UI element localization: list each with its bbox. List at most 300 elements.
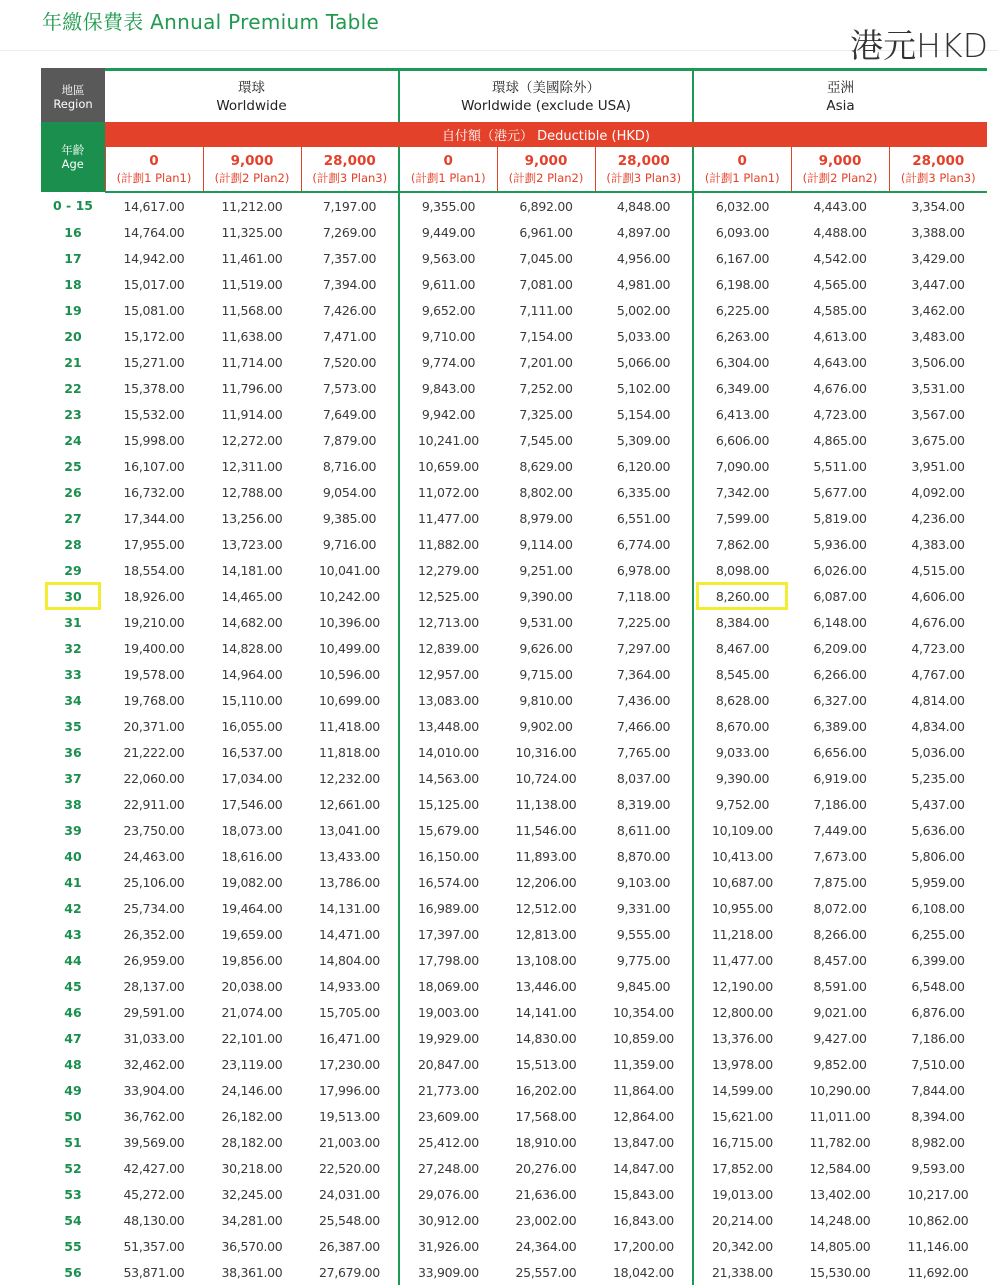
premium-cell: 7,879.00 bbox=[301, 427, 399, 453]
premium-cell: 19,013.00 bbox=[712, 1186, 773, 1202]
premium-cell: 5,036.00 bbox=[911, 744, 965, 760]
premium-cell: 19,400.00 bbox=[123, 640, 185, 656]
premium-cell: 19,578.00 bbox=[123, 666, 185, 682]
premium-cell: 4,542.00 bbox=[813, 250, 867, 266]
premium-cell: 6,032.00 bbox=[715, 198, 770, 214]
premium-cell: 8,394.00 bbox=[911, 1108, 965, 1124]
premium-cell: 30,218.00 bbox=[221, 1160, 283, 1176]
table-row bbox=[41, 271, 987, 297]
premium-cell: 10,041.00 bbox=[301, 557, 399, 583]
premium-cell: 25,557.00 bbox=[515, 1264, 577, 1280]
premium-cell: 7,045.00 bbox=[519, 250, 573, 266]
premium-cell: 7,269.00 bbox=[301, 219, 399, 245]
deductible-header: 自付額（港元） Deductible (HKD) bbox=[105, 122, 987, 147]
premium-cell: 7,599.00 bbox=[715, 510, 770, 526]
page-title: 年繳保費表 Annual Premium Table bbox=[42, 10, 380, 34]
plan-label: (計劃2 Plan2) bbox=[508, 170, 584, 185]
premium-cell: 17,798.00 bbox=[418, 952, 479, 968]
premium-cell: 17,546.00 bbox=[221, 796, 283, 812]
premium-cell: 19,768.00 bbox=[123, 692, 185, 708]
premium-cell: 9,775.00 bbox=[595, 947, 693, 973]
premium-cell: 4,565.00 bbox=[813, 276, 867, 292]
premium-cell: 24,146.00 bbox=[221, 1082, 283, 1098]
deductible-amount: 9,000 bbox=[818, 152, 862, 169]
premium-cell: 14,805.00 bbox=[809, 1238, 871, 1254]
table-row bbox=[41, 349, 987, 375]
premium-cell: 11,418.00 bbox=[301, 713, 399, 739]
premium-cell: 6,093.00 bbox=[715, 224, 770, 240]
premium-cell: 6,120.00 bbox=[595, 453, 693, 479]
premium-cell: 5,002.00 bbox=[595, 297, 693, 323]
premium-cell: 13,847.00 bbox=[595, 1129, 693, 1155]
premium-cell: 7,201.00 bbox=[519, 354, 573, 370]
premium-cell: 21,773.00 bbox=[418, 1082, 479, 1098]
table-row bbox=[41, 1051, 987, 1077]
premium-cell: 7,436.00 bbox=[595, 687, 693, 713]
premium-cell: 10,955.00 bbox=[712, 900, 773, 916]
premium-cell: 39,569.00 bbox=[123, 1134, 185, 1150]
premium-cell: 13,041.00 bbox=[301, 817, 399, 843]
plan-header bbox=[301, 147, 399, 192]
age-cell: 19 bbox=[64, 302, 82, 318]
premium-cell: 4,956.00 bbox=[595, 245, 693, 271]
premium-cell: 7,844.00 bbox=[911, 1082, 965, 1098]
premium-cell: 11,882.00 bbox=[418, 536, 479, 552]
premium-cell: 7,186.00 bbox=[813, 796, 867, 812]
age-cell: 26 bbox=[64, 484, 82, 500]
premium-cell: 4,515.00 bbox=[911, 562, 965, 578]
plan-label: (計劃2 Plan2) bbox=[214, 170, 290, 185]
premium-cell: 19,929.00 bbox=[418, 1030, 479, 1046]
premium-cell: 3,462.00 bbox=[911, 302, 965, 318]
premium-cell: 12,713.00 bbox=[418, 614, 479, 630]
age-cell: 27 bbox=[64, 510, 82, 526]
table-row bbox=[41, 401, 987, 427]
premium-cell: 42,427.00 bbox=[123, 1160, 185, 1176]
premium-cell: 26,959.00 bbox=[123, 952, 185, 968]
age-cell: 20 bbox=[64, 328, 82, 344]
premium-cell: 48,130.00 bbox=[123, 1212, 185, 1228]
premium-cell: 6,335.00 bbox=[595, 479, 693, 505]
premium-cell: 8,072.00 bbox=[813, 900, 867, 916]
age-cell: 25 bbox=[64, 458, 82, 474]
premium-cell: 17,230.00 bbox=[301, 1051, 399, 1077]
premium-cell: 6,919.00 bbox=[813, 770, 867, 786]
premium-cell: 15,513.00 bbox=[515, 1056, 577, 1072]
premium-cell: 14,181.00 bbox=[221, 562, 283, 578]
premium-cell: 8,628.00 bbox=[715, 692, 770, 708]
table-row bbox=[41, 609, 987, 635]
premium-cell: 7,090.00 bbox=[715, 458, 770, 474]
premium-cell: 7,225.00 bbox=[595, 609, 693, 635]
age-label-en: Age bbox=[61, 157, 84, 171]
table-row bbox=[41, 1259, 987, 1285]
premium-cell: 7,154.00 bbox=[519, 328, 573, 344]
premium-cell: 17,344.00 bbox=[123, 510, 185, 526]
premium-cell: 11,072.00 bbox=[418, 484, 479, 500]
premium-cell: 6,978.00 bbox=[595, 557, 693, 583]
plan-label: (計劃1 Plan1) bbox=[116, 170, 192, 185]
age-cell: 0 - 15 bbox=[53, 198, 93, 213]
premium-cell: 11,325.00 bbox=[221, 224, 283, 240]
premium-cell: 13,446.00 bbox=[515, 978, 577, 994]
premium-cell: 14,563.00 bbox=[418, 770, 479, 786]
premium-cell: 7,545.00 bbox=[519, 432, 573, 448]
premium-cell: 10,217.00 bbox=[907, 1186, 969, 1202]
premium-cell: 18,926.00 bbox=[123, 588, 185, 604]
premium-cell: 14,248.00 bbox=[809, 1212, 871, 1228]
premium-cell: 4,897.00 bbox=[595, 219, 693, 245]
premium-cell: 6,548.00 bbox=[911, 978, 965, 994]
premium-cell: 26,387.00 bbox=[301, 1233, 399, 1259]
premium-cell: 7,297.00 bbox=[595, 635, 693, 661]
plan-header bbox=[791, 147, 889, 192]
premium-cell: 14,617.00 bbox=[123, 198, 185, 214]
premium-cell: 29,591.00 bbox=[123, 1004, 185, 1020]
table-row bbox=[41, 1155, 987, 1181]
premium-cell: 4,723.00 bbox=[813, 406, 867, 422]
plan-label: (計劃1 Plan1) bbox=[410, 170, 486, 185]
premium-cell: 12,232.00 bbox=[301, 765, 399, 791]
region-name-en: Worldwide bbox=[216, 97, 287, 114]
premium-cell: 10,109.00 bbox=[712, 822, 773, 838]
premium-cell: 4,676.00 bbox=[813, 380, 867, 396]
age-cell: 24 bbox=[64, 432, 82, 448]
premium-cell: 24,463.00 bbox=[123, 848, 185, 864]
table-row bbox=[41, 219, 987, 245]
premium-cell: 11,359.00 bbox=[595, 1051, 693, 1077]
premium-cell: 11,782.00 bbox=[809, 1134, 871, 1150]
premium-cell: 6,209.00 bbox=[813, 640, 867, 656]
premium-cell: 9,774.00 bbox=[421, 354, 476, 370]
premium-cell: 9,810.00 bbox=[519, 692, 573, 708]
age-cell: 38 bbox=[64, 796, 82, 812]
premium-cell: 36,762.00 bbox=[123, 1108, 185, 1124]
premium-cell: 7,118.00 bbox=[595, 583, 693, 609]
premium-cell: 13,108.00 bbox=[515, 952, 577, 968]
table-row bbox=[41, 947, 987, 973]
premium-cell: 12,661.00 bbox=[301, 791, 399, 817]
region-header-worldwide bbox=[105, 71, 399, 122]
premium-cell: 23,609.00 bbox=[418, 1108, 479, 1124]
premium-cell: 14,682.00 bbox=[221, 614, 283, 630]
age-cell: 31 bbox=[64, 614, 82, 630]
table-row bbox=[41, 791, 987, 817]
premium-cell: 5,511.00 bbox=[813, 458, 867, 474]
premium-cell: 5,806.00 bbox=[911, 848, 965, 864]
premium-cell: 7,649.00 bbox=[301, 401, 399, 427]
premium-cell: 9,390.00 bbox=[519, 588, 573, 604]
premium-cell: 3,567.00 bbox=[911, 406, 965, 422]
premium-cell: 8,384.00 bbox=[715, 614, 770, 630]
age-cell: 21 bbox=[64, 354, 82, 370]
premium-cell: 9,710.00 bbox=[421, 328, 476, 344]
premium-cell: 14,828.00 bbox=[221, 640, 283, 656]
premium-cell: 11,893.00 bbox=[515, 848, 577, 864]
premium-cell: 8,670.00 bbox=[715, 718, 770, 734]
premium-cell: 11,864.00 bbox=[595, 1077, 693, 1103]
premium-cell: 8,982.00 bbox=[911, 1134, 965, 1150]
premium-cell: 16,537.00 bbox=[221, 744, 283, 760]
premium-cell: 4,443.00 bbox=[813, 198, 867, 214]
table-row bbox=[41, 323, 987, 349]
premium-cell: 9,385.00 bbox=[301, 505, 399, 531]
premium-cell: 9,390.00 bbox=[715, 770, 770, 786]
premium-cell: 4,585.00 bbox=[813, 302, 867, 318]
premium-cell: 15,679.00 bbox=[418, 822, 479, 838]
premium-cell: 25,106.00 bbox=[123, 874, 185, 890]
premium-cell: 17,568.00 bbox=[515, 1108, 577, 1124]
premium-cell: 8,979.00 bbox=[519, 510, 573, 526]
premium-cell: 15,378.00 bbox=[123, 380, 185, 396]
premium-cell: 16,055.00 bbox=[221, 718, 283, 734]
premium-cell: 12,864.00 bbox=[595, 1103, 693, 1129]
premium-cell: 7,471.00 bbox=[301, 323, 399, 349]
premium-cell: 28,182.00 bbox=[221, 1134, 283, 1150]
age-cell: 28 bbox=[64, 536, 82, 552]
premium-cell: 12,190.00 bbox=[712, 978, 773, 994]
premium-cell: 9,103.00 bbox=[595, 869, 693, 895]
premium-cell: 8,629.00 bbox=[519, 458, 573, 474]
premium-cell: 11,218.00 bbox=[712, 926, 773, 942]
plan-header bbox=[497, 147, 595, 192]
premium-cell: 23,119.00 bbox=[221, 1056, 283, 1072]
premium-cell: 33,904.00 bbox=[123, 1082, 185, 1098]
premium-cell: 13,083.00 bbox=[418, 692, 479, 708]
premium-cell: 16,989.00 bbox=[418, 900, 479, 916]
age-cell: 22 bbox=[64, 380, 82, 396]
deductible-amount: 0 bbox=[443, 152, 453, 169]
premium-cell: 10,242.00 bbox=[301, 583, 399, 609]
premium-cell: 17,397.00 bbox=[418, 926, 479, 942]
premium-cell: 7,186.00 bbox=[911, 1030, 965, 1046]
premium-cell: 12,839.00 bbox=[418, 640, 479, 656]
premium-cell: 3,675.00 bbox=[911, 432, 965, 448]
premium-cell: 10,290.00 bbox=[809, 1082, 871, 1098]
table-row bbox=[41, 479, 987, 505]
plan-header bbox=[105, 147, 203, 192]
premium-cell: 6,399.00 bbox=[911, 952, 965, 968]
premium-cell: 26,182.00 bbox=[221, 1108, 283, 1124]
premium-cell: 14,471.00 bbox=[301, 921, 399, 947]
table-row bbox=[41, 1077, 987, 1103]
premium-cell: 7,573.00 bbox=[301, 375, 399, 401]
premium-cell: 13,448.00 bbox=[418, 718, 479, 734]
premium-cell: 11,638.00 bbox=[221, 328, 283, 344]
age-cell: 48 bbox=[64, 1056, 82, 1072]
premium-cell: 6,413.00 bbox=[715, 406, 770, 422]
premium-cell: 22,911.00 bbox=[123, 796, 185, 812]
premium-cell: 13,433.00 bbox=[301, 843, 399, 869]
table-row bbox=[41, 999, 987, 1025]
premium-cell: 9,593.00 bbox=[911, 1160, 965, 1176]
premium-cell: 5,677.00 bbox=[813, 484, 867, 500]
premium-cell: 26,352.00 bbox=[123, 926, 185, 942]
premium-cell: 15,017.00 bbox=[123, 276, 185, 292]
premium-cell: 15,530.00 bbox=[809, 1264, 871, 1280]
premium-cell: 9,033.00 bbox=[715, 744, 770, 760]
premium-cell: 8,591.00 bbox=[813, 978, 867, 994]
premium-cell: 5,235.00 bbox=[911, 770, 965, 786]
premium-cell: 4,834.00 bbox=[911, 718, 965, 734]
premium-cell: 14,964.00 bbox=[221, 666, 283, 682]
premium-cell: 6,876.00 bbox=[911, 1004, 965, 1020]
premium-cell: 8,457.00 bbox=[813, 952, 867, 968]
premium-cell: 9,902.00 bbox=[519, 718, 573, 734]
premium-cell: 5,066.00 bbox=[595, 349, 693, 375]
plan-label: (計劃3 Plan3) bbox=[606, 170, 682, 185]
plan-header bbox=[595, 147, 693, 192]
table-row bbox=[41, 687, 987, 713]
deductible-amount: 0 bbox=[737, 152, 747, 169]
region-name-zh: 環球（美國除外） bbox=[492, 79, 600, 96]
premium-cell: 22,520.00 bbox=[301, 1155, 399, 1181]
plan-label: (計劃2 Plan2) bbox=[802, 170, 878, 185]
premium-cell: 14,942.00 bbox=[123, 250, 185, 266]
age-cell: 29 bbox=[64, 562, 82, 578]
premium-cell: 19,082.00 bbox=[221, 874, 283, 890]
premium-cell: 17,955.00 bbox=[123, 536, 185, 552]
deductible-amount: 9,000 bbox=[230, 152, 274, 169]
premium-cell: 3,447.00 bbox=[911, 276, 965, 292]
premium-cell: 18,616.00 bbox=[221, 848, 283, 864]
table-row bbox=[41, 427, 987, 453]
premium-cell: 5,636.00 bbox=[911, 822, 965, 838]
premium-cell: 13,402.00 bbox=[809, 1186, 871, 1202]
premium-cell: 11,519.00 bbox=[221, 276, 283, 292]
table-row bbox=[41, 505, 987, 531]
premium-cell: 10,724.00 bbox=[515, 770, 577, 786]
premium-cell: 11,914.00 bbox=[221, 406, 283, 422]
table-row bbox=[41, 921, 987, 947]
premium-cell: 15,271.00 bbox=[123, 354, 185, 370]
premium-cell: 6,327.00 bbox=[813, 692, 867, 708]
age-cell: 45 bbox=[64, 978, 82, 994]
premium-cell: 16,715.00 bbox=[712, 1134, 773, 1150]
age-cell: 54 bbox=[64, 1212, 82, 1228]
premium-cell: 10,396.00 bbox=[301, 609, 399, 635]
premium-cell: 24,364.00 bbox=[515, 1238, 577, 1254]
premium-cell: 5,102.00 bbox=[595, 375, 693, 401]
age-cell: 44 bbox=[64, 952, 82, 968]
premium-cell: 14,847.00 bbox=[595, 1155, 693, 1181]
premium-cell: 12,512.00 bbox=[515, 900, 577, 916]
premium-cell: 19,003.00 bbox=[418, 1004, 479, 1020]
premium-cell: 31,033.00 bbox=[123, 1030, 185, 1046]
age-cell: 55 bbox=[64, 1238, 82, 1254]
age-cell: 16 bbox=[64, 224, 82, 240]
premium-cell: 9,752.00 bbox=[715, 796, 770, 812]
premium-cell: 3,531.00 bbox=[911, 380, 965, 396]
premium-cell: 16,202.00 bbox=[515, 1082, 577, 1098]
table-row bbox=[41, 765, 987, 791]
premium-cell: 9,427.00 bbox=[813, 1030, 867, 1046]
premium-cell: 5,033.00 bbox=[595, 323, 693, 349]
table-row bbox=[41, 843, 987, 869]
premium-cell: 15,110.00 bbox=[221, 692, 283, 708]
table-row bbox=[41, 453, 987, 479]
premium-cell: 10,413.00 bbox=[712, 848, 773, 864]
premium-cell: 15,532.00 bbox=[123, 406, 185, 422]
premium-cell: 21,222.00 bbox=[123, 744, 185, 760]
age-cell: 35 bbox=[64, 718, 82, 734]
premium-cell: 14,010.00 bbox=[418, 744, 479, 760]
premium-cell: 11,138.00 bbox=[515, 796, 577, 812]
premium-cell: 4,383.00 bbox=[911, 536, 965, 552]
premium-cell: 3,951.00 bbox=[911, 458, 965, 474]
premium-cell: 10,699.00 bbox=[301, 687, 399, 713]
region-header-asia bbox=[693, 71, 987, 122]
age-cell: 49 bbox=[64, 1082, 82, 1098]
premium-cell: 20,214.00 bbox=[712, 1212, 773, 1228]
age-cell: 30 bbox=[64, 588, 82, 604]
premium-cell: 13,723.00 bbox=[221, 536, 283, 552]
premium-cell: 19,513.00 bbox=[301, 1103, 399, 1129]
premium-cell: 3,506.00 bbox=[911, 354, 965, 370]
age-cell: 23 bbox=[64, 406, 82, 422]
age-cell: 56 bbox=[64, 1264, 82, 1280]
table-row bbox=[41, 1233, 987, 1259]
table-row bbox=[41, 557, 987, 583]
age-cell: 53 bbox=[64, 1186, 82, 1202]
premium-cell: 5,959.00 bbox=[911, 874, 965, 890]
premium-cell: 6,225.00 bbox=[715, 302, 770, 318]
premium-cell: 12,957.00 bbox=[418, 666, 479, 682]
premium-cell: 21,636.00 bbox=[515, 1186, 577, 1202]
age-cell: 41 bbox=[64, 874, 82, 890]
premium-cell: 20,276.00 bbox=[515, 1160, 577, 1176]
table-row bbox=[41, 661, 987, 687]
premium-cell: 9,555.00 bbox=[595, 921, 693, 947]
premium-cell: 5,154.00 bbox=[595, 401, 693, 427]
premium-cell: 10,596.00 bbox=[301, 661, 399, 687]
age-cell: 43 bbox=[64, 926, 82, 942]
premium-cell: 11,546.00 bbox=[515, 822, 577, 838]
premium-cell: 8,260.00 bbox=[715, 588, 770, 604]
premium-cell: 5,309.00 bbox=[595, 427, 693, 453]
premium-cell: 6,108.00 bbox=[911, 900, 965, 916]
premium-cell: 10,659.00 bbox=[418, 458, 479, 474]
age-cell: 18 bbox=[64, 276, 82, 292]
premium-cell: 7,426.00 bbox=[301, 297, 399, 323]
premium-cell: 10,354.00 bbox=[595, 999, 693, 1025]
premium-cell: 19,464.00 bbox=[221, 900, 283, 916]
premium-cell: 16,471.00 bbox=[301, 1025, 399, 1051]
premium-cell: 21,338.00 bbox=[712, 1264, 773, 1280]
premium-cell: 12,813.00 bbox=[515, 926, 577, 942]
premium-cell: 6,263.00 bbox=[715, 328, 770, 344]
premium-cell: 14,830.00 bbox=[515, 1030, 577, 1046]
premium-cell: 7,342.00 bbox=[715, 484, 770, 500]
age-column-header bbox=[41, 122, 105, 192]
premium-cell: 16,150.00 bbox=[418, 848, 479, 864]
premium-cell: 25,734.00 bbox=[123, 900, 185, 916]
premium-cell: 10,862.00 bbox=[907, 1212, 969, 1228]
premium-cell: 14,599.00 bbox=[712, 1082, 773, 1098]
premium-cell: 11,212.00 bbox=[221, 198, 283, 214]
premium-cell: 18,042.00 bbox=[595, 1259, 693, 1285]
plan-header-row bbox=[41, 147, 987, 192]
premium-cell: 3,483.00 bbox=[911, 328, 965, 344]
premium-cell: 16,732.00 bbox=[123, 484, 185, 500]
premium-cell: 27,679.00 bbox=[301, 1259, 399, 1285]
premium-cell: 9,355.00 bbox=[421, 198, 476, 214]
table-row bbox=[41, 531, 987, 557]
premium-cell: 7,111.00 bbox=[519, 302, 573, 318]
premium-cell: 11,477.00 bbox=[712, 952, 773, 968]
table-row bbox=[41, 1025, 987, 1051]
table-row bbox=[41, 895, 987, 921]
